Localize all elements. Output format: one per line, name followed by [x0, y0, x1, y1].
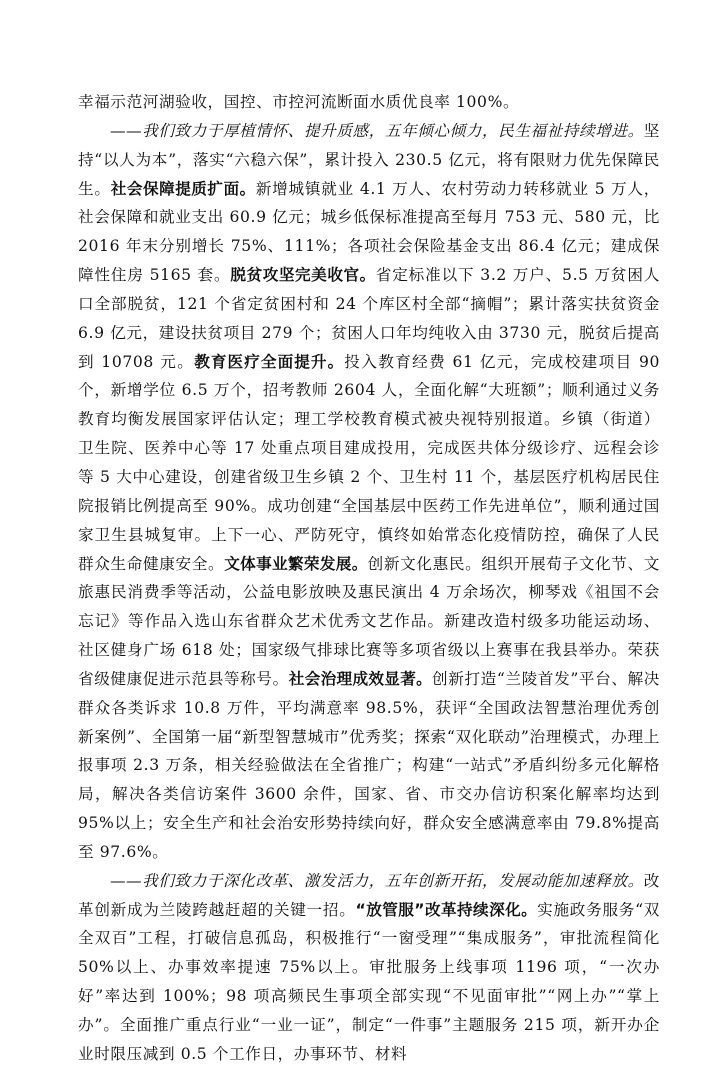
body-text: 创新打造“兰陵首发”平台、解决群众各类诉求 10.8 万件，平均满意率 98.5%，获评“全国政法智慧治理优秀创新案例”、全国第一届“新型智慧城市”优秀奖；探索“双化联动”治理模式，办理上报事项 2.3 万条，相关经验做法在全省推广；构建“一站式”矛盾纠纷多元化解格局，解决各类信访案件 3600 余件，国家、省、市交办信访积案化解率均达到 95%以上；安全生产和社会治安形势持续向好，群众安全感满意率由 79.8%提高至 97.6%。 — [78, 669, 660, 861]
section-lead: ——我们致力于深化改革、激发活力，五年创新开拓，发展动能加速释放。 — [110, 871, 644, 890]
body-text: 幸福示范河湖验收，国控、市控河流断面水质优良率 100%。 — [78, 93, 520, 111]
section-lead: ——我们致力于厚植情怀、提升质感，五年倾心倾力，民生福祉持续增进。 — [110, 121, 644, 140]
document-page — [78, 88, 660, 1069]
body-text: 投入教育经费 61 亿元，完成校建项目 90 个，新增学位 6.5 万个，招考教师 2604 人，全面化解“大班额”；顺利通过义务教育均衡发展国家评估认定；理工学校教育模式被央视特别报道。乡镇（街道）卫生院、医养中心等 17 处重点项目建成投用，完成医共体分级诊疗、远程会诊等 5 大中心建设，创建省级卫生乡镇 2 个、卫生村 11 个，基层医疗机构居民住院报销比例提高至 90%。成功创建“全国基层中医药工作先进单位”，顺利通过国家卫生县城复审。上下一心、严防死守，慎终如始常态化疫情防控，确保了人民群众生命健康安全。 — [78, 352, 660, 573]
paragraph — [78, 88, 660, 117]
paragraph — [78, 117, 660, 867]
body-text: 省定标准以下 3.2 万户、5.5 万贫困人口全部脱贫，121 个省定贫困村和 24 个库区村全部“摘帽”；累计落实扶贫资金 6.9 亿元，建设扶贫项目 279 个；贫困人口年均纯收入由 3730 元，脱贫后提高到 10708 元。 — [78, 266, 661, 371]
bold-heading: “放管服”改革持续深化。 — [355, 900, 538, 919]
bold-heading: 社会治理成效显著。 — [288, 669, 433, 688]
body-text: 改革创新成为兰陵跨越赶超的关键一招。 — [78, 871, 660, 919]
bold-heading: 教育医疗全面提升。 — [194, 352, 345, 371]
body-text: 新增城镇就业 4.1 万人、农村劳动力转移就业 5 万人，社会保障和就业支出 60.9 亿元；城乡低保标准提高至每月 753 元、580 元，比 2016 年末分别增长 75%、111%；各项社会保险基金支出 86.4 亿元；建成保障性住房 5165 套。 — [78, 179, 661, 285]
bold-heading: 社会保障提质扩面。 — [110, 179, 256, 198]
bold-heading: 文体事业繁荣发展。 — [224, 554, 368, 573]
body-text: 实施政务服务“双全双百”工程，打破信息孤岛，积极推行“一窗受理”“集成服务”，审批流程简化 50%以上、办事效率提速 75%以上。审批服务上线事项 1196 项，“一次办好”率达到 100%；98 项高频民生事项全部实现“不见面审批”“网上办”“掌上办”。全面推广重点行业“一业一证”，制定“一件事”主题服务 215 项，新开办企业时限压减到 0.5 个工作日，办事环节、材料 — [78, 900, 660, 1063]
paragraph — [78, 867, 660, 1069]
bold-heading: 脱贫攻坚完美收官。 — [230, 266, 376, 285]
body-text: 创新文化惠民。组织开展荀子文化节、文旅惠民消费季等活动，公益电影放映及惠民演出 4 万余场次，柳琴戏《祖国不会忘记》等作品入选山东省群众艺术优秀文艺作品。新建改造村级多功能运动场、社区健身广场 618 处；国家级气排球比赛等多项省级以上赛事在我县举办。荣获省级健康促进示范县等称号。 — [78, 554, 660, 688]
body-text: 坚持“以人为本”，落实“六稳六保”，累计投入 230.5 亿元，将有限财力优先保障民生。 — [78, 121, 660, 198]
